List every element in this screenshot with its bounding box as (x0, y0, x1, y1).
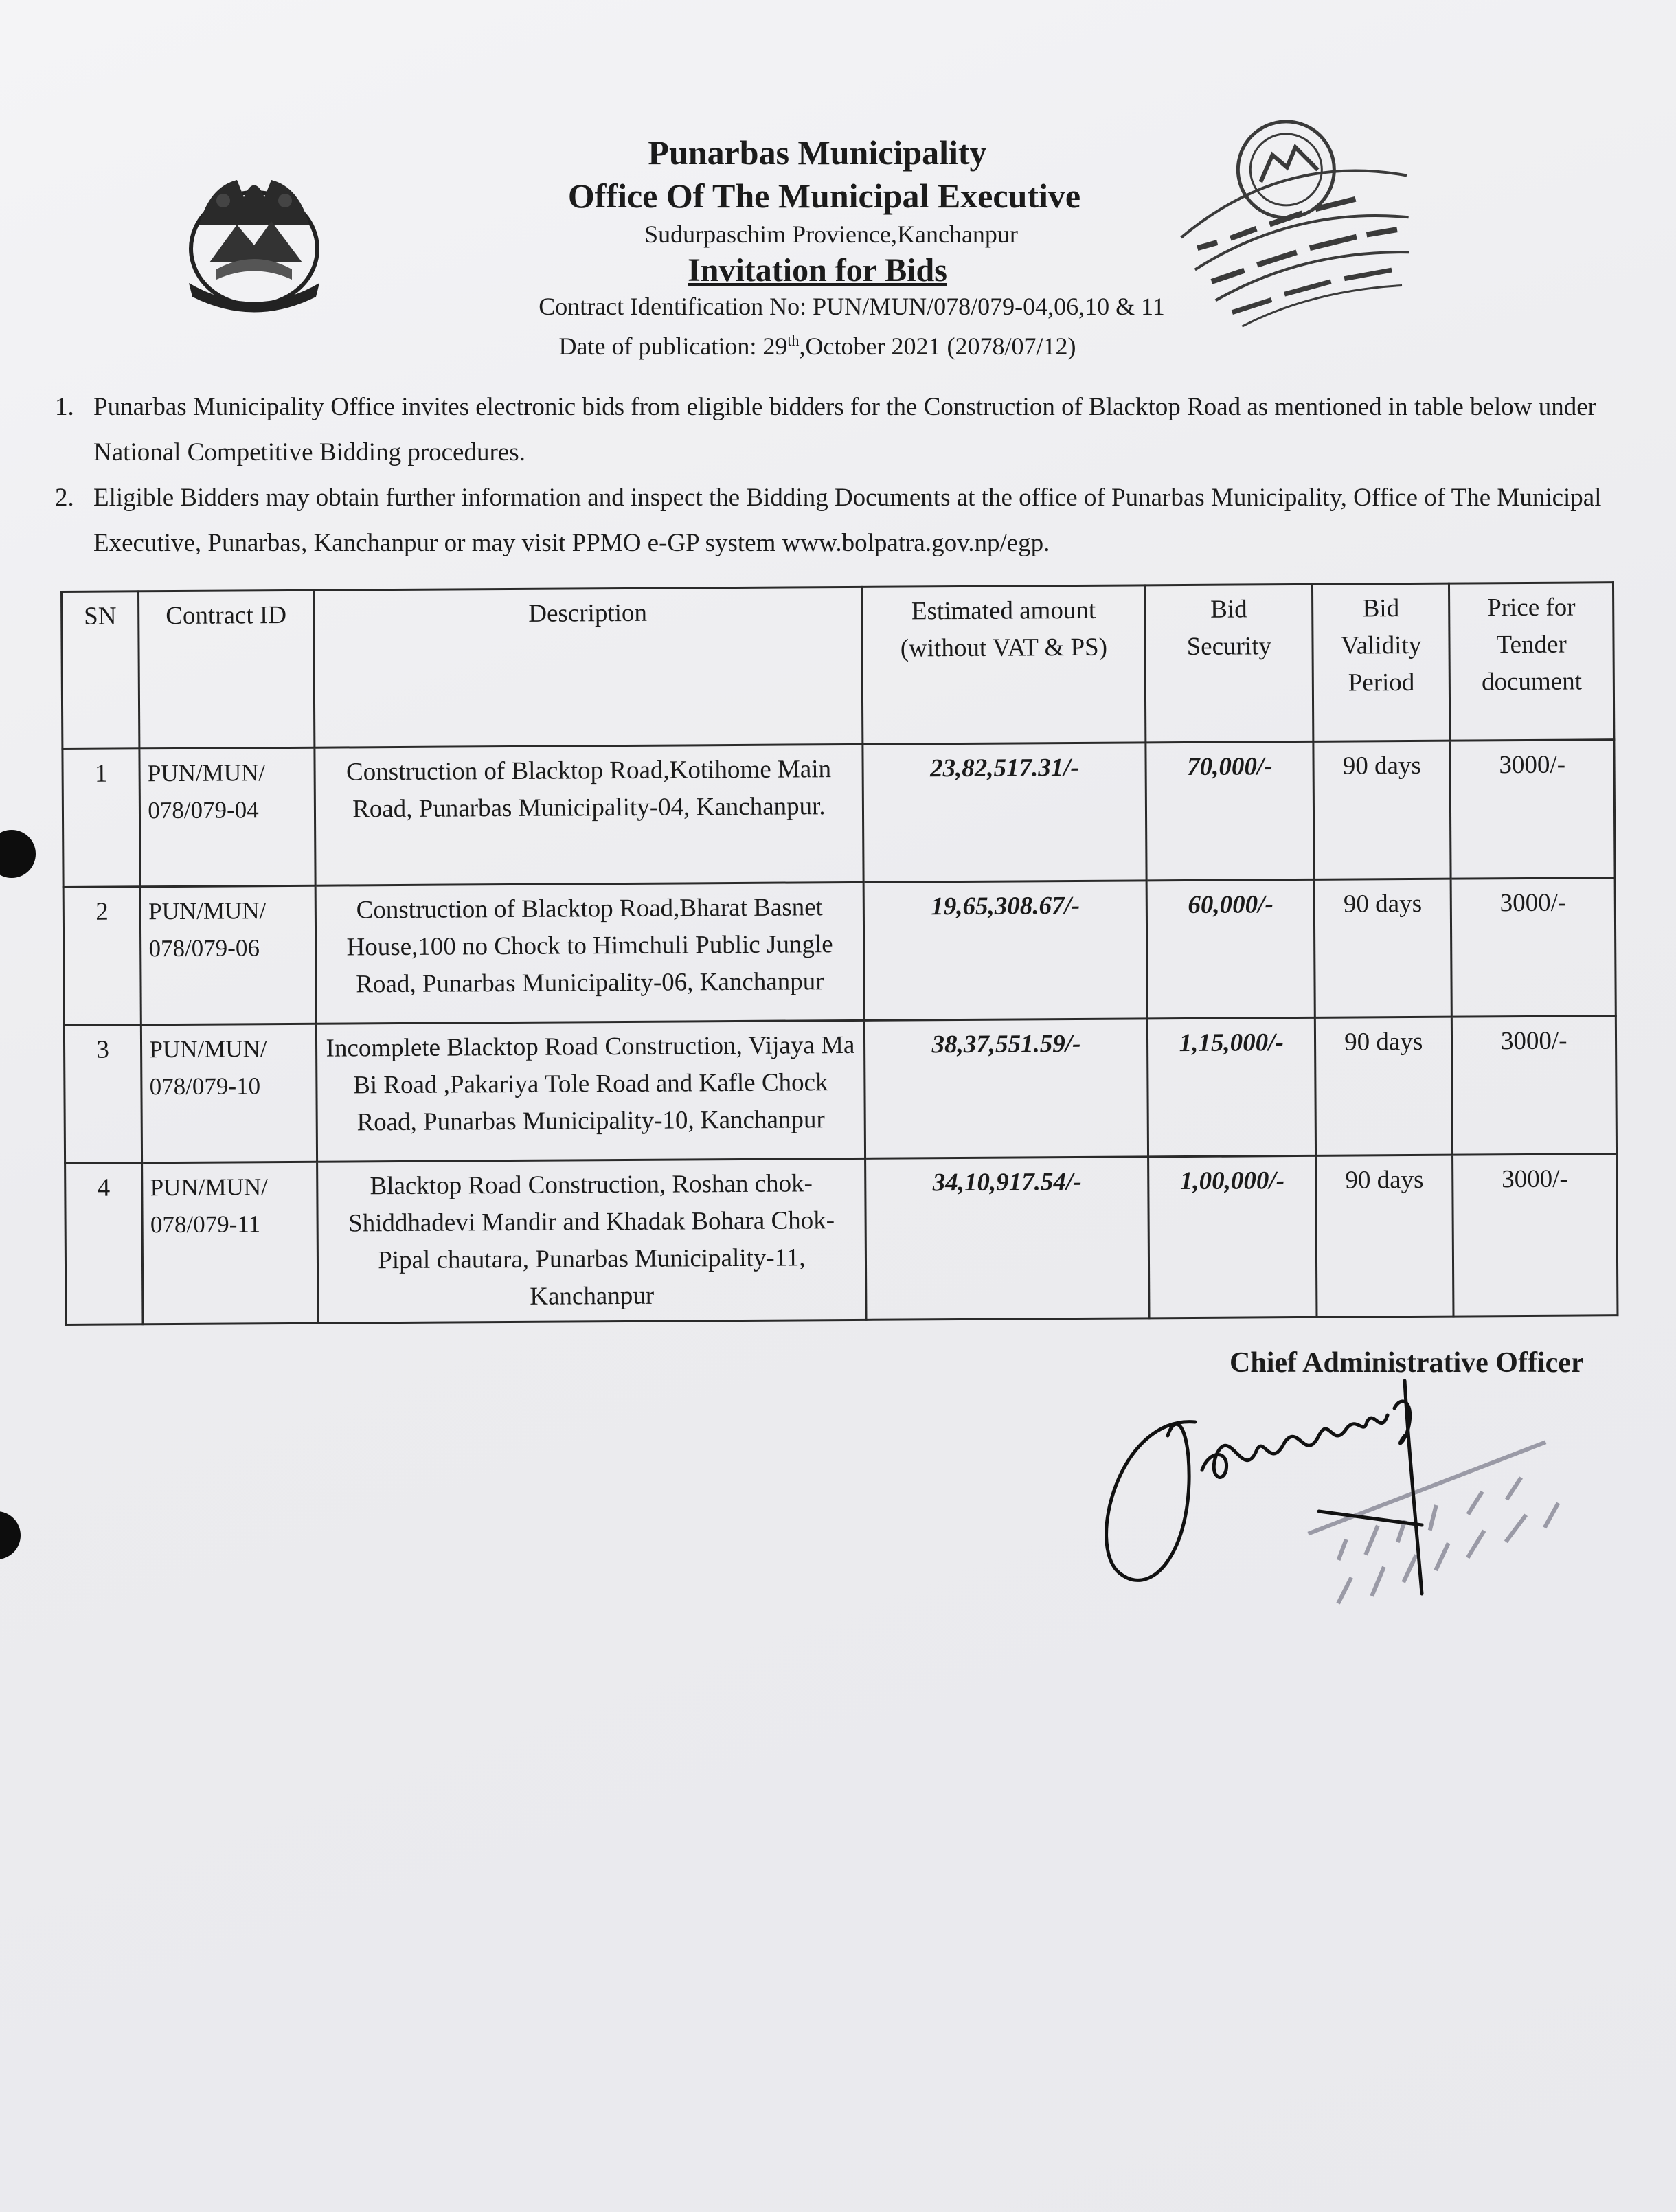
punch-hole (0, 830, 36, 878)
cell-tender-price: 3000/- (1451, 878, 1616, 1017)
cell-estimated-amount: 38,37,551.59/- (865, 1019, 1148, 1159)
header-bid-security: Bid Security (1145, 584, 1313, 742)
cell-description: Construction of Blacktop Road,Bharat Basnet House,100 no Chock to Himchuli Public Jungle Road, Punarbas Municipality-06, Kanchanpur (315, 882, 865, 1024)
letterhead (412, 131, 1223, 364)
cell-estimated-amount: 34,10,917.54/- (865, 1157, 1150, 1320)
cell-bid-validity: 90 days (1314, 879, 1451, 1017)
punch-hole (0, 1511, 21, 1559)
paragraph-number: 1. (55, 393, 74, 421)
cell-sn: 2 (63, 887, 141, 1026)
notice-paragraphs (55, 385, 1628, 566)
office-seal-stamp (1154, 103, 1442, 350)
cell-tender-price: 3000/- (1453, 1154, 1618, 1316)
cell-contract-id: PUN/MUN/ 078/079-11 (142, 1162, 318, 1324)
cell-bid-security: 1,15,000/- (1148, 1017, 1316, 1156)
cell-sn: 3 (64, 1025, 142, 1164)
table-row (65, 1154, 1618, 1325)
cell-description: Construction of Blacktop Road,Kotihome Main Road, Punarbas Municipality-04, Kanchanpur. (314, 744, 863, 885)
header-sn: SN (62, 591, 140, 749)
paragraph-number: 2. (55, 484, 74, 512)
header-estimated-amount: Estimated amount (without VAT & PS) (862, 585, 1146, 745)
cell-bid-security: 1,00,000/- (1148, 1155, 1317, 1318)
cell-sn: 4 (65, 1163, 144, 1325)
cell-tender-price: 3000/- (1450, 740, 1615, 879)
cell-contract-id: PUN/MUN/ 078/079-06 (140, 885, 315, 1025)
table-header-row (62, 583, 1614, 749)
paragraph-text: Punarbas Municipality Office invites electronic bids from eligible bidders for the Construction of Blacktop Road as mentioned in table below under National Competitive Bidding procedures. (93, 393, 1596, 466)
cell-bid-validity: 90 days (1313, 741, 1451, 879)
table-row (64, 1016, 1616, 1164)
nepal-emblem-logo (168, 159, 340, 321)
cell-bid-security: 70,000/- (1146, 741, 1314, 880)
cell-estimated-amount: 23,82,517.31/- (863, 743, 1146, 883)
header-contract-id: Contract ID (139, 590, 315, 749)
paragraph-text: Eligible Bidders may obtain further information and inspect the Bidding Documents at the office of Punarbas Municipality, Office of The Municipal Executive, Punarbas, Kanchanpur or may visit PPMO e-GP system www.bolpatra.gov.np/egp. (93, 484, 1602, 557)
cell-bid-security: 60,000/- (1147, 879, 1315, 1018)
paragraph (55, 385, 1628, 475)
cell-contract-id: PUN/MUN/ 078/079-10 (141, 1024, 317, 1163)
province-line: Sudurpaschim Provience,Kanchanpur (644, 221, 1018, 248)
cell-bid-validity: 90 days (1316, 1155, 1454, 1317)
office-name: Office Of The Municipal Executive (567, 177, 1081, 215)
signatory-designation: Chief Administrative Officer (1230, 1347, 1584, 1379)
header-bid-validity: Bid Validity Period (1313, 583, 1451, 741)
table-row (63, 878, 1616, 1026)
cell-description: Incomplete Blacktop Road Construction, Vijaya Ma Bi Road ,Pakariya Tole Road and Kafle Chock Road, Punarbas Municipality-10, Kanchanpur (316, 1020, 865, 1162)
header-description: Description (313, 587, 863, 747)
publication-date: Date of publication: 29th,October 2021 (2078/07/12) (558, 332, 1076, 360)
contract-identification: Contract Identification No: PUN/MUN/078/079-04,06,10 & 11 (539, 293, 1165, 320)
table-row (63, 740, 1615, 888)
cell-description: Blacktop Road Construction, Roshan chok-Shiddhadevi Mandir and Khadak Bohara Chok-Pipal chautara, Punarbas Municipality-11, Kanchanpur (317, 1158, 866, 1323)
cell-estimated-amount: 19,65,308.67/- (863, 881, 1147, 1021)
paragraph (55, 475, 1628, 566)
cell-bid-validity: 90 days (1315, 1017, 1452, 1155)
cell-tender-price: 3000/- (1452, 1016, 1617, 1155)
document-title: Invitation for Bids (688, 252, 947, 289)
cell-sn: 1 (63, 749, 141, 888)
bids-table (60, 581, 1618, 1326)
handwritten-signature (1092, 1374, 1614, 1635)
header-tender-price: Price for Tender document (1449, 583, 1614, 741)
municipality-name: Punarbas Municipality (648, 133, 987, 172)
cell-contract-id: PUN/MUN/ 078/079-04 (139, 747, 315, 887)
